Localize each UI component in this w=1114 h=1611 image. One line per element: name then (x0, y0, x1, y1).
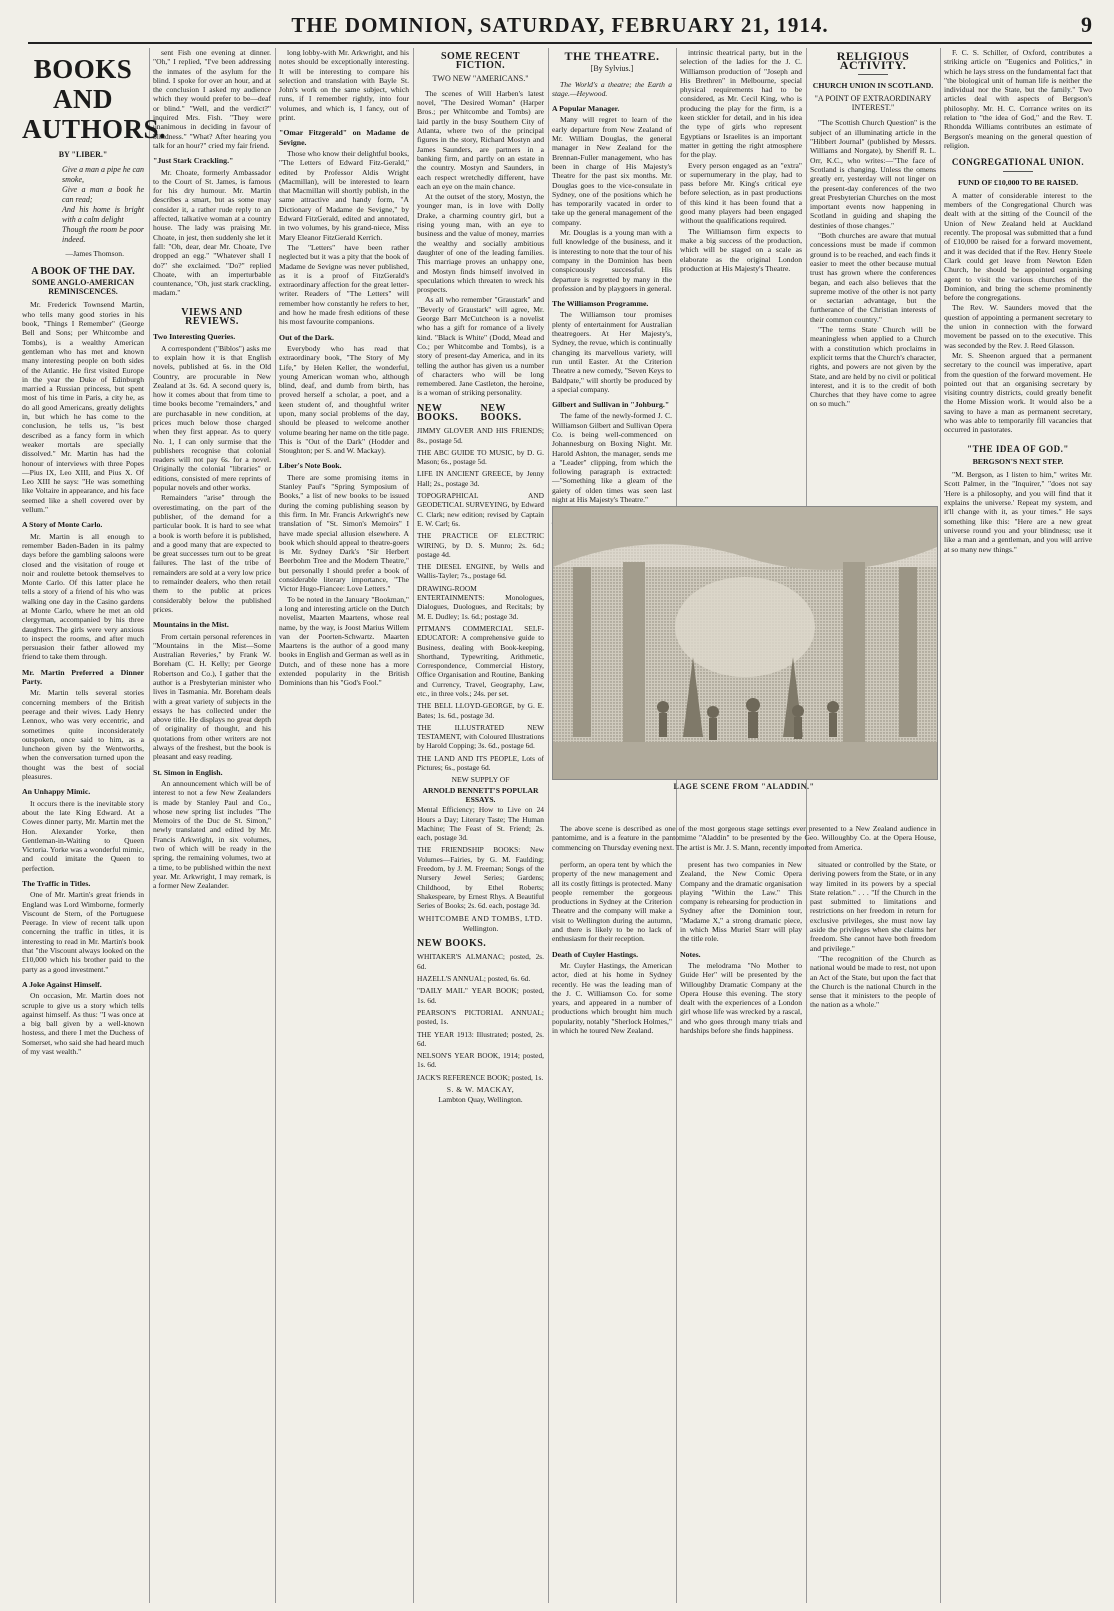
epigraph-poem (62, 165, 144, 245)
poem-line: Give a man a pipe he can smoke, (62, 165, 144, 185)
book-listing: THE ILLUSTRATED NEW TESTAMENT, with Coloured Illustrations by Harold Copping; 3s. 6d., postage 6d. (417, 722, 544, 751)
ad-supply-title: ARNOLD BENNETT'S POPULAR ESSAYS. (422, 785, 539, 804)
stage-scene-image (552, 506, 938, 780)
column-theatre (552, 48, 672, 503)
subheading: Mountains in the Mist. (153, 620, 229, 630)
poem-line: And his home is bright with a calm delight (62, 205, 144, 225)
masthead-rule (28, 42, 1092, 44)
book-listing: LIFE IN ANCIENT GREECE, by Jenny Hall; 2s., postage 3d. (417, 469, 544, 488)
subheading: Gilbert and Sullivan in "Johburg." (552, 400, 670, 410)
book-listing: "DAILY MAIL" YEAR BOOK; posted, 1s. 6d. (417, 986, 544, 1005)
book-listing: THE LAND AND ITS PEOPLE, Lots of Pictures; 6s., postage 6d. (417, 753, 544, 773)
ad-new-books-heading-2 (417, 939, 544, 948)
ad-heading-right: NEW BOOKS. (480, 402, 522, 423)
illustration-block (552, 506, 936, 816)
column-religious (810, 48, 936, 503)
section-heading-views: VIEWS AND REVIEWS. (181, 306, 243, 328)
paragraph: intrinsic theatrical party, but in the selection of the ladies for the J. C. Williamson production of "Joseph and His Brethren" in Melbourne, special physical requirements had to be considered, as Mr. Cecil King, who is producing the play for the firm, is a keen stickler for detail, and in his idea the type of girls who represent Egyptians or Israelites is an important matter in getting the right atmosphere for the play. (680, 48, 802, 160)
book-listing: THE YEAR 1913: Illustrated; posted, 2s. 6d. (417, 1029, 544, 1048)
paragraph: The Williamson firm expects to make a big success of the production, which will be staged on a scale as elaborate as the original London production at His Majesty's Theatre. (680, 226, 802, 273)
column-divider (548, 48, 549, 1603)
rule (858, 74, 888, 75)
paragraph: Many will regret to learn of the early departure from New Zealand of Mr. William Douglas, the general manager in New Zealand for the Brennan-Fuller management, who has been in charge of His Majesty's Theatre for the past six months. Mr. Douglas goes to the vice-consulate in Sydney, one of the positions which he has temporarily vacated in order to take up the general management of the company. (552, 115, 672, 227)
article-heading: A BOOK OF THE DAY. (31, 265, 135, 277)
column-6 (680, 48, 802, 503)
paragraph: Mr. Douglas is a young man with a full knowledge of the business, and it is interesting to note that the tour of his company in the Dominion has been conspicuously successful. His departure is regretted by many in the profession and by playgoers in general. (552, 228, 672, 293)
subheading: A Joke Against Himself. (22, 979, 102, 989)
ad-new-books-heading (417, 404, 544, 423)
article-heading: CONGREGATIONAL UNION. (951, 157, 1085, 168)
column-divider (275, 48, 276, 1603)
section-heading-fiction: SOME RECENT FICTION. (440, 51, 521, 72)
paragraph: It occurs there is the inevitable story about the late King Edward. At a Cowes dinner party, Mr. Martin met the Hon. Alexander Yorke, then Gentleman-in-Waiting to Queen Victoria. Yorke was a wonderful mimic, and could imitate the Queen to perfection. (22, 798, 144, 873)
paragraph: Mr. Frederick Townsend Martin, who tells many good stories in his book, "Things I Remember" (George Bell and Sons; per Whitcombe and Tombs), is a wealthy American gentleman who has met and known many interesting people on both sides of the Atlantic. He first visited Europe in the year the Duke of Edinburgh married a Russian princess, but spent most of his time in Paris, a city he, as do all good Americans, greatly delights in, but which he has come to the conclusion, he tells us, "is best described as a fancy form in which weaker mortals are specially dissolved." Mr. Martin has had the honour of interviews with three Popes—Pius IX, Leo XIII, and Pius X. Of Leo XIII he says: "He was something like Voltaire in appearance, and his face seemed like a shell covered over by vellum." (22, 300, 144, 515)
page-number: 9 (1081, 12, 1092, 37)
paragraph: perform, an opera tent by which the property of the new management and all its costly fittings is protected. Many people remember the gorgeous productions in Sydney at the Criterion Theatre and the company will make a visit to Wellington during the autumn, and there is likely to be no lack of enthusiasm for their reception. (552, 860, 672, 944)
paragraph: "M. Bergson, as I listen to him," writes Mr. Scott Palmer, in the "Inquirer," "does not say 'Here is a philosophy, and you will find that it explains the universe.' Repeat my system, and it'll change with it, as your times." He says something like this: "Here are a new great universe round you and your blindness; use it like a man and a gentleman, and you will arrive at so many new things." (944, 470, 1092, 554)
book-listing: JIMMY GLOVER AND HIS FRIENDS; 8s., postage 5d. (417, 426, 544, 445)
book-listing: THE PRACTICE OF ELECTRIC WIRING, by D. S. Munro; 2s. 6d.; postage 4d. (417, 531, 544, 559)
book-listing: WHITAKER'S ALMANAC; posted, 2s. 6d. (417, 952, 544, 971)
paragraph: situated or controlled by the State, or deriving powers from the State, or in any way limited in its powers by a special State relation." . . . "If the Church in the past submitted to limitations and restrictions on her freedom in return for exclusive privileges, she must now lay aside the privileges when she claims her freedom. She cannot have both freedom and privilege." (810, 860, 936, 953)
ad-publisher: S. & W. MACKAY, (446, 1084, 515, 1094)
subheading: "Just Stark Crackling." (153, 156, 234, 166)
subheading: "Omar Fitzgerald" on Madame de Sevigne. (279, 128, 409, 147)
column-8 (944, 48, 1092, 1603)
subheading: Out of the Dark. (279, 332, 335, 342)
paragraph: At the outset of the story, Mostyn, the younger man, is in love with Dolly Drake, a charming country girl, but a rising young man, with an eye to business and the value of money, marries the wealthy and socially ambitious daughter of one of the leading families. This marriage proves an unhappy one, and Mostyn finds himself involved in speculations which threaten to wreck his prospects. (417, 192, 544, 295)
paragraph: F. C. S. Schiller, of Oxford, contributes a striking article on "Eugenics and Politics," in which he lays stress on the fundamental fact that "the biological unit of human life is neither the individual nor the State, but the family." Two articles deal with aspects of Bergson's philosophy. Mr. H. C. Corrance writes on its relation to "the idea of God," and the Rev. T. Rhondda Williams contributes an estimate of Bergson's meaning on the general question of religion. (944, 48, 1092, 150)
book-listing: DRAWING-ROOM ENTERTAINMENTS: Monologues, Dialogues, Duologues, and Recitals; by M. E. Dudley; 1s. 6d.; postage 3d. (417, 583, 544, 621)
paragraph: Remainders "arise" through the overestimating, on the part of the publisher, of the demand for a particular book. It is hard to see what a book is worth before it is published, and a good many that are expected to be great successes turn out to be great failures. The last of the tribe of remainders are sold at a very low price to remainder dealers, who then retail them to the public at prices considerably below the published prices. (153, 493, 271, 614)
subheading: Death of Cuyler Hastings. (552, 949, 639, 959)
paragraph: The scenes of Will Harben's latest novel, "The Desired Woman" (Harper Bros.; per Whitcombe and Tombs) are laid partly in the busy Southern City of Atlanta, where two of the principal figures in the story, Richard Mostyn and James Saunders, are partners in a banking firm, and partly on an estate in the country. Mostyn and Saunders, in each respect wretchedly different, have each an eye on the main chance. (417, 88, 544, 191)
rule (1003, 171, 1033, 172)
paragraph: long lobby-with Mr. Arkwright, and his notes should be exceptionally interesting. It will be interesting to compare his selection and translation with Bayle St. John's work on the same subject, which runs, if I remember rightly, into four volumes, and which is, I fancy, out of print. (279, 48, 409, 123)
paragraph: The melodrama "No Mother to Guide Her" will be presented by the Willoughby Dramatic Company at the Opera House this evening. The story dealt with the experiences of a London girl whose life was wrecked by a rascal, and who goes through many trials and hardships before she finds happiness. (680, 960, 802, 1036)
ad-supply-heading: NEW SUPPLY OF (451, 775, 510, 785)
illustration-description (552, 824, 936, 852)
ad-publisher: WHITCOMBE AND TOMBS, LTD. (418, 913, 543, 923)
poem-attribution: —James Thomson. (65, 249, 124, 259)
paragraph: "The terms State Church will be meaningless when applied to a Church with a constitution which proclaims in explicit terms that the Church's character, rights, and powers are not given by the State, and are held by no civil or political interest, and it is to the credit of both Churches that they have come to agree on so much." (810, 325, 936, 409)
paragraph: Every person engaged as an "extra" or supernumerary in the play, had to pass before Mr. King's critical eye before selection, as in past productions of this kind it has been found that a good many players had been engaged without the qualifications required. (680, 160, 802, 226)
section-subheading: TWO NEW "AMERICANS." (432, 73, 529, 83)
paragraph: The "Letters" have been rather neglected but it was a pity that the book of Madame de Sevigne was never published, as it is a proof of FitzGerald's extraordinary affection for the great letter-writer. Readers of "The Letters" will remember how constantly he refers to her, and how he made fresh editions of these his most favourite companions. (279, 242, 409, 327)
paragraph: The Rev. W. Saunders moved that the question of appointing a permanent secretary to the union in connection with the forward movement be passed on to the executive. This was seconded by the Rev. J. Reed Glasson. (944, 303, 1092, 350)
paragraph: Mr. Cuyler Hastings, the American actor, died at his home in Sydney recently. He was the leading man of the J. C. Williamson Co. for some years, and appeared in a number of productions which brought him much popularity, notably "Sherlock Holmes," in which he toured New Zealand. (552, 960, 672, 1036)
paragraph: Those who know their delightful books, "The Letters of Edward Fitz-Gerald," edited by Professor Aldis Wright (Macmillan), will be interested to learn that Macmillan will shortly publish, in the same attractive and handy form, "A Dictionary of Madame de Sevigne," by Edward FitzGerald, edited and annotated, in two volumes, by his grand-niece, Miss Mary Eleanor FitzGerald Kerrich. (279, 148, 409, 242)
ad-heading-left: NEW BOOKS. (417, 938, 487, 950)
article-heading: CHURCH UNION IN SCOTLAND. (812, 80, 934, 90)
book-listing: THE DIESEL ENGINE, by Wells and Wallis-Tayler; 7s., postage 6d. (417, 562, 544, 581)
paragraph: As all who remember "Graustark" and "Beverly of Graustark" will agree, Mr. George Barr McCutcheon is a novelist who has a gift for romance of a lively kind. "Black is White" (Dodd, Mead and Co.; per Whitcombe and Tombs), is a story of present-day America, and in its telling the author has given us a number of characters who will be long remembered. Jane Castleton, the heroine, is a woman of striking personality. (417, 295, 544, 398)
book-listing: PEARSON'S PICTORIAL ANNUAL; posted, 1s. (417, 1007, 544, 1027)
column-6-lower (680, 860, 802, 1603)
subheading: The Williamson Programme. (552, 299, 649, 309)
article-subheading: FUND OF £10,000 TO BE RAISED. (957, 177, 1079, 187)
masthead (28, 8, 1092, 38)
subheading: Liber's Note Book. (279, 461, 342, 471)
subheading: Two Interesting Queries. (153, 332, 236, 342)
column-divider (413, 48, 414, 1603)
book-listing: THE BELL LLOYD-GEORGE, by G. E. Bates; 1s. 6d., postage 3d. (417, 701, 544, 720)
book-listing: PITMAN'S COMMERCIAL SELF-EDUCATOR: A comprehensive guide to Business, dealing with Book-keeping, Shorthand, Typewriting, Arithmetic, Correspondence, Commercial History, Office Organisation and Routine, Banking and Currency, Travel, Geography, Law, etc., in three vols.; 24s. per set. (417, 623, 544, 698)
section-heading-theatre: THE THEATRE. (564, 49, 660, 63)
paragraph: A correspondent ("Biblos") asks me to explain how it is that English novels, published at 6s. in the Old Country, are procurable in New Zealand at 3s. 6d. A second query is, how it comes about that from time to time books become "remainders," and are purchasable in new condition, at prices much below those charged when they first appear. As to query No. 1, I can only surmise that the publishers recognise that colonial readers will not pay 6s. for a novel. Originally the colonial "libraries" or editions, consisted of mere reprints of popular novels and other works. (153, 343, 271, 493)
subheading: A Popular Manager. (552, 104, 620, 114)
column-books-and-authors (22, 48, 167, 1603)
epigraph: The World's a theatre; the Earth a stage.—Heywood. (552, 79, 672, 98)
paragraph: "The Scottish Church Question" is the subject of an illuminating article in the "Hibbert Journal" (published by Messrs. Williams and Norgate), by Sheriff R. L. Orr, K.C., who writes:—"The face of Scotland is changing. Unless the omens greatly err, yesterday will not linger on the present-day conferences of the two great Presbyterian Churches on the most important events now happening in Scotland in guiding and shaping the destinies of those changes." (810, 118, 936, 230)
byline: BY "LIBER." (58, 150, 108, 159)
paragraph: Mr. S. Sheenon argued that a permanent secretary to the council was imperative, apart from the question of the forward movement. He pointed out that an organising secretary by visiting country districts, could greatly benefit the Home Mission work. It would also be a saving to have a man as permanent secretary, who was able to temporarily fill vacancies that occurred in pastorates. (944, 350, 1092, 435)
article-subheading: BERGSON'S NEXT STEP. (972, 456, 1064, 466)
paragraph: "The recognition of the Church as national would be made to rest, not upon an Act of the State, but upon the fact that the Church is the national Church in the sense that it ministers to the people of the nation as a whole." (810, 953, 936, 1010)
book-listing: NELSON'S YEAR BOOK, 1914; posted, 1s. 6d. (417, 1051, 544, 1070)
subheading: The Traffic in Titles. (22, 879, 91, 888)
ad-publisher-location: Wellington. (462, 923, 499, 933)
column-divider (149, 48, 150, 1603)
paragraph: A matter of considerable interest to the members of the Congregational Church was dealt with at the sitting of the Council of the Union of New Zealand held at Auckland recently. The proposal was submitted that a fund of £10,000 be raised for a forward movement, and it was decided that if the Rev. Henry Steele Clark could get leave from Newton Eden Church, he should be appointed organising agent to visit the various churches of the Dominion, and bring the scheme prominently before the congregations. (944, 190, 1092, 303)
paragraph: Mr. Martin is all enough to remember Baden-Baden in its palmy days before the gambling saloons were closed and the visitation of rouge et noir and roulette betook themselves to Monte Carlo. Of this latter place he tells a story of a friend of his who was walking one day in the Casino gardens at Monte Carlo, where he met an old clergyman, accompanied by his three daughters. The girls were very anxious to inspect the rooms, and after much persuasion their father allowed my friend to take them through. (22, 531, 144, 662)
paragraph: An announcement which will be of interest to not a few New Zealanders is made by Stanley Paul and Co., whose new spring list includes "The Memoirs of the Duc de St. Simon," newly translated and edited by Mr. Francis Arkwright, in six volumes, two of which will be ready in the spring, the remaining volumes, two at a time, to be published within the next year. Mr. Arkwright, I may remark, is a former New Zealander. (153, 778, 271, 891)
stage-scene-drawing (553, 507, 937, 779)
book-listing: TOPOGRAPHICAL AND GEODETICAL SURVEYING, by Edward C. Clark; new edition; revised by Captain E. W. Carl; 6s. (417, 491, 544, 528)
section-byline: [By Sylvius.] (590, 64, 634, 74)
column-theatre-lower (552, 860, 672, 1603)
article-heading: "THE IDEA OF GOD." (967, 443, 1069, 454)
paragraph: There are some promising items in Stanley Paul's "Spring Symposium of Books," a list of new books to be issued during the coming publishing season by this firm. In Mr. Francis Arkwright's new translation of "St. Simon's Memoirs" I have made special allusion elsewhere. A book which should appeal to theatre-goers is Mr. Sydney Dark's "Sir Herbert Beerbohm Tree and the Modern Theatre," but personally I should prefer a book of considerable literary importance, "The Victor Hugo-Fiancee: Love Letters." (279, 472, 409, 594)
paragraph: On occasion, Mr. Martin does not scruple to give us a story which tells against himself. As thus: "I was once at a big ball given by a well-known hostess, and there I met the Duchess of Somerset, who said she had heard much of my vast wealth." (22, 991, 144, 1057)
article-subheading: "A POINT OF EXTRAORDINARY INTEREST." (814, 93, 932, 113)
paragraph: Everybody who has read that extraordinary book, "The Story of My Life," by Helen Keller, the wonderful, young American woman who, although blind, deaf, and dumb from birth, has proved herself a scholar, a poet, and a keen student of, and thoughtful writer upon, many social problems of the day, should be pleased to welcome another volume bearing her name on the title page. This is "Out of the Dark" (Hodder and Stoughton; per S. and W. Mackay). (279, 343, 409, 456)
paragraph: The Williamson tour promises plenty of entertainment for Australian theatregoers. At Her Majesty's, Sydney, the revue, which is continually changing its marvellous variety, will run until Easter. At the Criterion Theatre a new comedy, "Seven Keys to Baldpate," will shortly be produced by a special company. (552, 310, 672, 394)
subheading: Mr. Martin Preferred a Dinner Party. (22, 667, 144, 687)
section-heading-books: BOOKS AND AUTHORS. (22, 54, 167, 144)
illustration-caption: LAGE SCENE FROM "ALADDIN." (673, 782, 815, 791)
book-listing: HAZELL'S ANNUAL; posted, 6s. 6d. (417, 974, 531, 984)
subheading: An Unhappy Mimic. (22, 787, 91, 797)
column-fiction-and-books (417, 48, 544, 1603)
book-listing: JACK'S REFERENCE BOOK; posted, 1s. (417, 1072, 544, 1082)
poem-line: Though the room be poor indeed. (62, 225, 144, 245)
paragraph: Mr. Choate, formerly Ambassador to the Court of St. James, is famous for his dry humour. Mr. Martin describes a smart, but as some may consider it, a rather rude reply to an affected, talkative woman at a country house. The lady was praising Mr. Choate, in jest, then suddenly she let it fall: "Oh, dear, dear Mr. Choate, I've dropped an egg." "Whatever shall I do?" she exclaimed. "Do?" replied Choate, with an imperturbable countenance, "Oh, just stark crackling, madam." (153, 167, 271, 298)
paragraph: sent Fish one evening at dinner. "Oh," I replied, "I've been addressing the inmates of the asylum for the blind. I spoke for over an hour, and at the conclusion I asked my audience which they would prefer to be—deaf or blind." "Well, and the verdict?" inquired Mrs. Fish. "They were unanimous in deciding in favour of blindness." "What? After hearing you talk for an hour?" cried my fair friend. (153, 48, 271, 150)
paragraph: The above scene is described as one of the most gorgeous stage settings ever presented to a New Zealand audience in pantomime, and is a feature in the pantomime "Aladdin" to be presented by the Geo. Willoughby Co. at the Opera House, commencing on Thursday evening next. The artist is Mr. J. S. Mann, recently imported from America. (552, 824, 936, 852)
paragraph: To be noted in the January "Bookman," a long and interesting article on the Dutch novelist, Maarten Maartens, whose real name, by the way, is Joost Marius Willem van der Poorten-Schwartz. Maarten Maartens is the author of a good many books in English and German as well as in Dutch, and of these none has a more extended popularity in the British Dominions than his "God's Fool." (279, 594, 409, 688)
section-heading-religious: RELIGIOUS ACTIVITY. (836, 49, 910, 73)
paragraph: The fame of the newly-formed J. C. Williamson Gilbert and Sullivan Opera Co. is being well-commenced on Johannesburg on Boxing Night. Mr. Harold Ashton, the manager, sends me a "Leader" clipping, from which the following paragraph is extracted:—"Something like a gleam of the gaiety of olden times was seen last night at His Majesty's Theatre." (552, 411, 672, 505)
book-listing: THE ABC GUIDE TO MUSIC, by D. G. Mason; 6s., postage 5d. (417, 447, 544, 467)
subheading: A Story of Monte Carlo. (22, 520, 103, 530)
ad-friendship-books: THE FRIENDSHIP BOOKS: New Volumes—Fairies, by G. M. Faulding; Freedom, by J. M. Freeman; Songs of the Nursery Jewel Series; Gardens; Childhood, by Ethel Roberts; Shakespeare, by Ernest Rhys. A Beautiful Series of Books; 2s. 6d. each, postage 3d. (417, 845, 544, 911)
paragraph: "Both churches are aware that mutual concessions must be made if common ground is to be reached, and each finds it easier to meet the other because mutual trust has grown where the conferences began, and each also believes that the supreme motive of the other is not party or sectarian advantage, but the furtherance of the Christian interests of their common country." (810, 231, 936, 324)
ad-heading-left: NEW BOOKS. (417, 402, 459, 423)
article-subheading: SOME ANGLO-AMERICAN REMINISCENCES. (31, 277, 134, 297)
poem-line: Give a man a book he can read; (62, 185, 144, 205)
subheading: St. Simon in English. (153, 767, 223, 777)
masthead-title: THE DOMINION, SATURDAY, FEBRUARY 21, 1914. (291, 13, 829, 37)
paragraph: Mr. Martin tells several stories concerning members of the British peerage and their wives. Lady Henry Lennox, who was very eccentric, and sometimes quite inconsiderately outspoken, once said to him, as a luncheon given by the Wentworths, when the conversation turned upon the thought was the best of social pleasures. (22, 688, 144, 782)
paragraph: From certain personal references in "Mountains in the Mist—Some Australian Reveries," by Frank W. Boreham (C. H. Kelly; per George Robertson and Co.), I gather that the author is a Presbyterian minister who lives in Tasmania. Mr. Boreham deals with a great variety of subjects in the essays he has collected under the above title. He displays no great depth of originality of thought, and his quotations from other writers are not always of the freshest, but the book is pleasant and easy reading. (153, 631, 271, 762)
column-3 (279, 48, 409, 1603)
ad-supply-text: Mental Efficiency; How to Live on 24 Hours a Day; Literary Taste; The Human Machine; The Feast of St. Friend; 2s. each, postage 3d. (417, 805, 544, 843)
column-religious-lower (810, 860, 936, 1603)
column-divider (940, 48, 941, 1603)
paragraph: One of Mr. Martin's great friends in England was Lord Wimborne, formerly Viscount de Stern, of the Portuguese Peerage. In view of recent talk upon concerning the traffic in titles, it is interesting to read in Mr. Martin's book that "the Viscount always looked on the £10,000 which his brother paid to the party as a good investment." (22, 890, 144, 974)
paragraph: present has two companies in New Zealand, the New Comic Opera Company and the dramatic organisation playing "Within the Law." This company is rehearsing for production in Sydney after the Dominion tour, "Madame X," a strong dramatic piece, in which Miss Muriel Starr will play the title role. (680, 860, 802, 944)
subheading: Notes. (680, 949, 701, 959)
column-2 (153, 48, 271, 1603)
ad-publisher-location: Lambton Quay, Wellington. (438, 1095, 523, 1105)
